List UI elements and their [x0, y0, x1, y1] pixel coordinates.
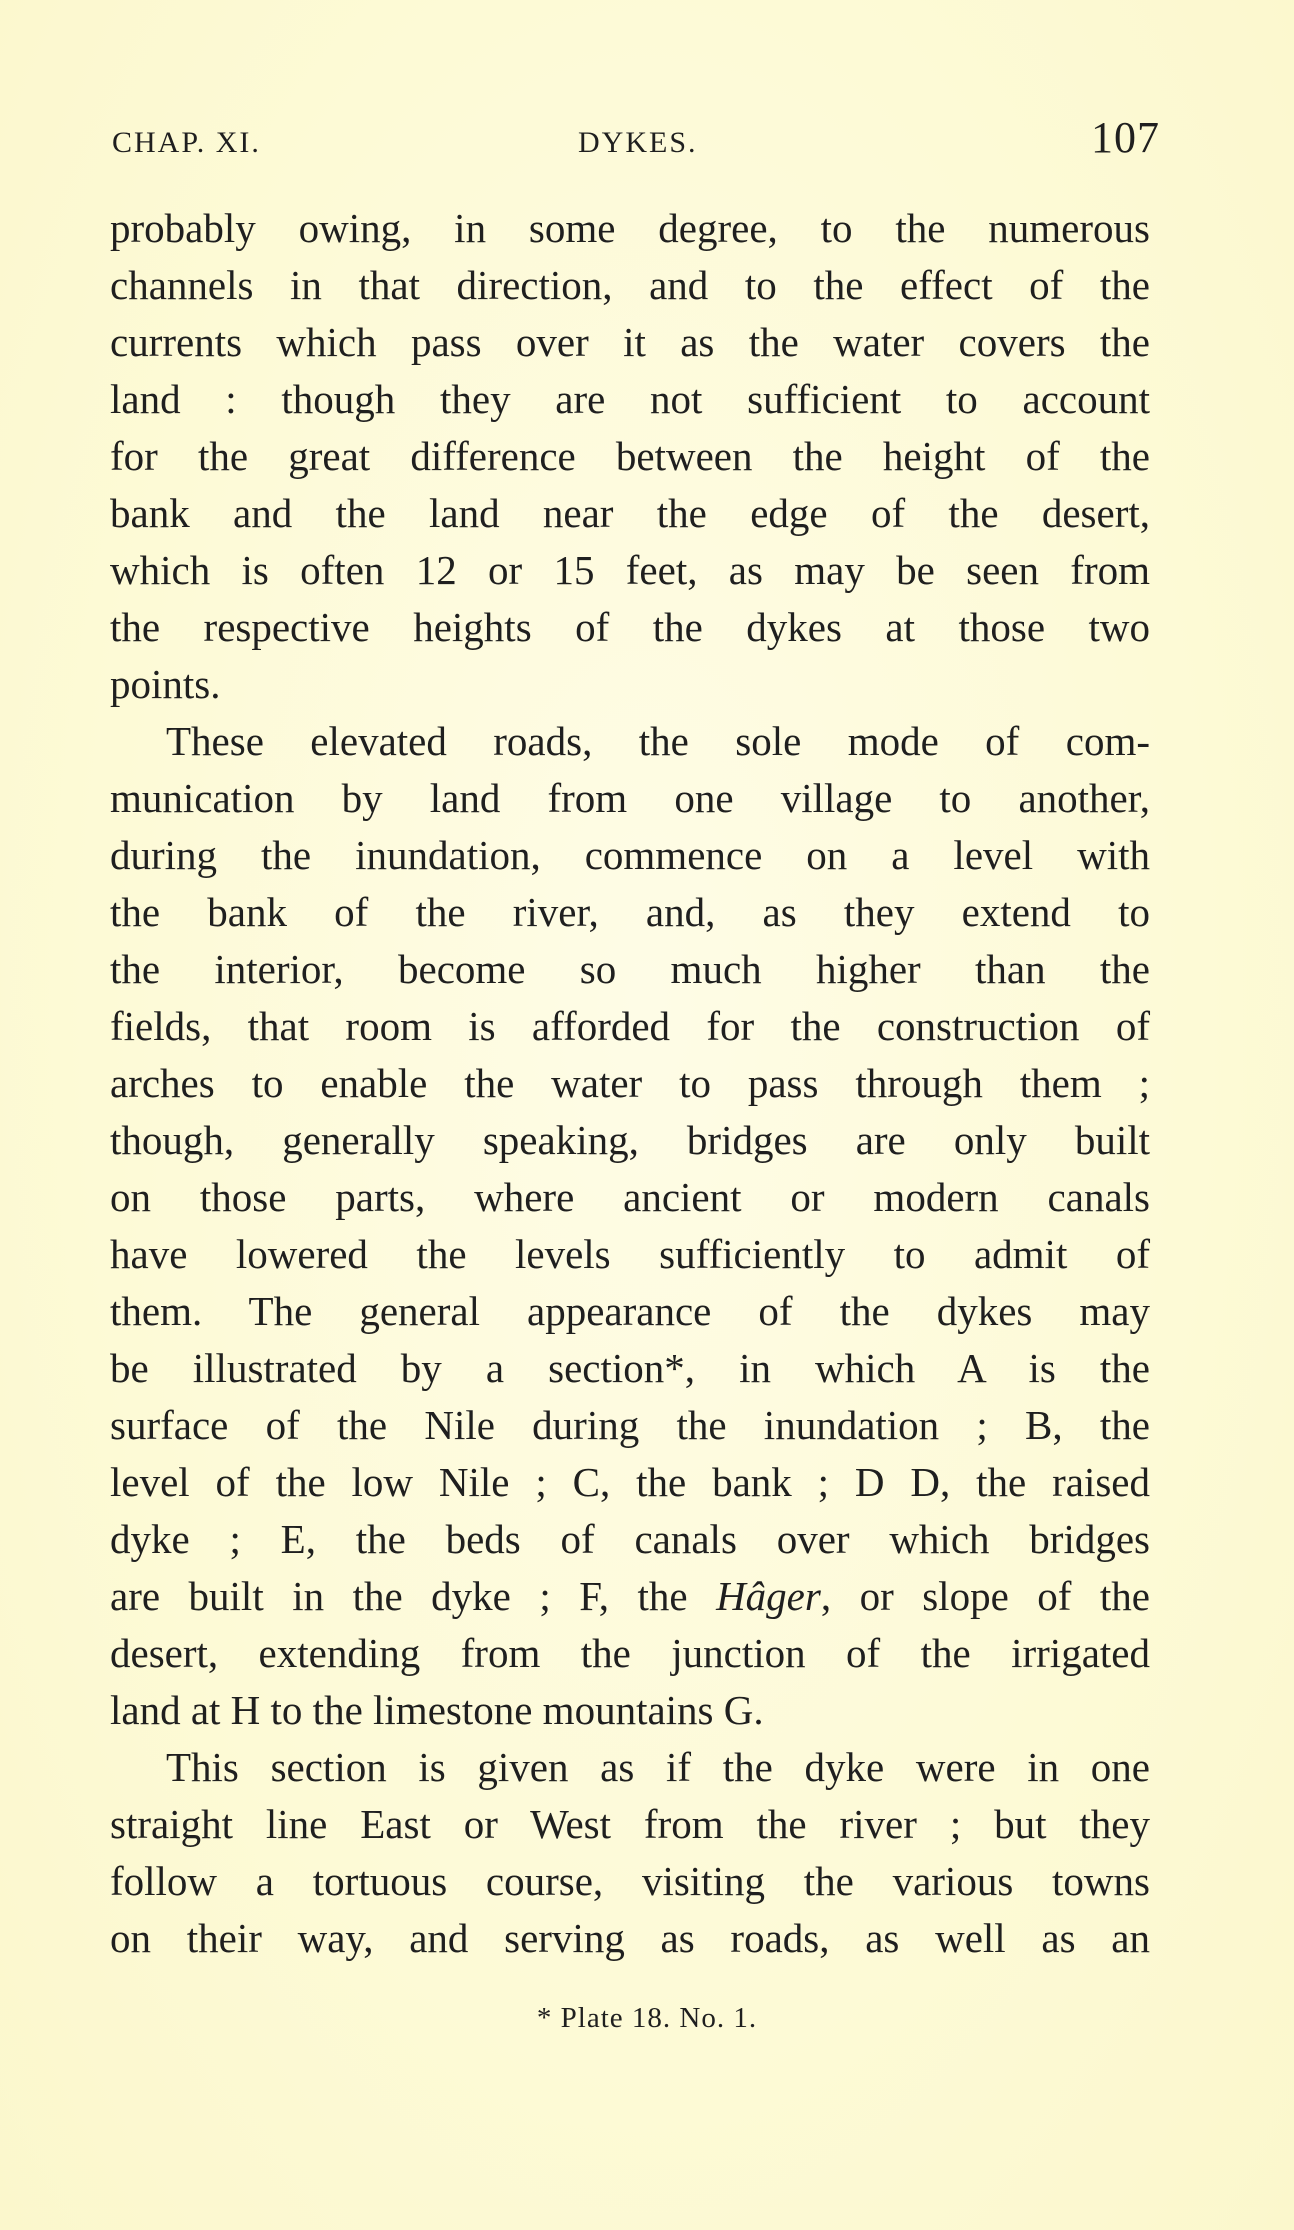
text-line: dyke ; E, the beds of canals over which bridges — [110, 1516, 1150, 1562]
text-fragment: are built in the dyke ; F, the — [110, 1573, 688, 1619]
text-line: These elevated roads, the sole mode of com- — [166, 718, 1150, 764]
text-line: fields, that room is afforded for the construction of — [110, 1003, 1150, 1049]
text-line: munication by land from one village to another, — [110, 775, 1150, 821]
text-line: land at H to the limestone mountains G. — [110, 1687, 764, 1733]
text-line: desert, extending from the junction of the irrigated — [110, 1630, 1150, 1676]
text-fragment: , or slope of the — [820, 1573, 1150, 1619]
text-line: currents which pass over it as the water covers the — [110, 319, 1150, 365]
text-line: during the inundation, commence on a level with — [110, 832, 1150, 878]
footnote: * Plate 18. No. 1. — [536, 2002, 758, 2034]
text-line: land : though they are not sufficient to account — [110, 376, 1150, 422]
running-head — [112, 112, 1160, 172]
text-line: surface of the Nile during the inundation ; B, the — [110, 1402, 1150, 1448]
text-line: the interior, become so much higher than the — [110, 946, 1150, 992]
text-line: on their way, and serving as roads, as well as an — [110, 1915, 1150, 1961]
text-line — [110, 1568, 1150, 1625]
text-line: which is often 12 or 15 feet, as may be seen from — [110, 547, 1150, 593]
running-title: DYKES. — [578, 126, 698, 159]
text-line: for the great difference between the height of the — [110, 433, 1150, 479]
text-line: level of the low Nile ; C, the bank ; D D, the raised — [110, 1459, 1150, 1505]
text-line: channels in that direction, and to the effect of the — [110, 262, 1150, 308]
text-line: the respective heights of the dykes at those two — [110, 604, 1150, 650]
text-line: follow a tortuous course, visiting the various towns — [110, 1858, 1150, 1904]
chapter-label: CHAP. XI. — [112, 126, 261, 159]
text-line: This section is given as if the dyke were in one — [166, 1744, 1150, 1790]
page-number: 107 — [1091, 113, 1160, 162]
text-line: on those parts, where ancient or modern canals — [110, 1174, 1150, 1220]
text-line: arches to enable the water to pass through them ; — [110, 1060, 1150, 1106]
text-line: have lowered the levels sufficiently to admit of — [110, 1231, 1150, 1277]
text-line: bank and the land near the edge of the desert, — [110, 490, 1150, 536]
text-line: probably owing, in some degree, to the numerous — [110, 205, 1150, 251]
body-text — [110, 200, 1150, 1967]
italic-term: Hâger — [716, 1573, 821, 1619]
text-line: points. — [110, 661, 221, 707]
text-line: be illustrated by a section*, in which A is the — [110, 1345, 1150, 1391]
text-line: straight line East or West from the river ; but they — [110, 1801, 1150, 1847]
text-line: them. The general appearance of the dykes may — [110, 1288, 1150, 1334]
text-line: the bank of the river, and, as they extend to — [110, 889, 1150, 935]
text-line: though, generally speaking, bridges are only built — [110, 1117, 1150, 1163]
